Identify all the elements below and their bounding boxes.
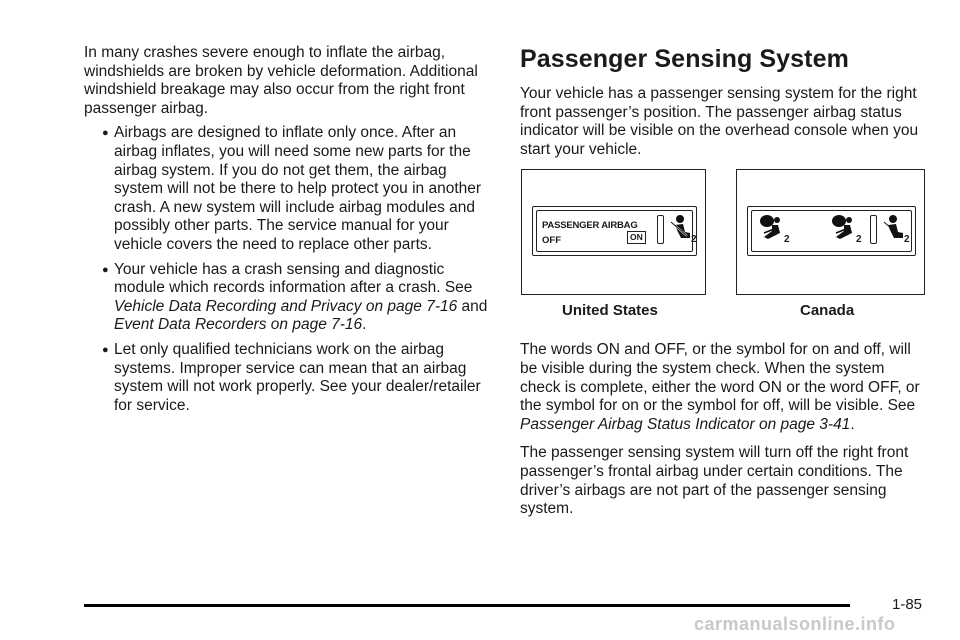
bullet-dot: ● (102, 127, 109, 140)
canada-caption: Canada (800, 302, 855, 320)
paragraph-text: The words ON and OFF, or the symbol for on and off, will be visible during the system check. When the system check is complete, either the word ON or the word OFF, or the symbol for on or the symbol for off, will be visible. See (520, 341, 920, 415)
cross-reference-link[interactable]: Event Data Recorders on page 7-16 (114, 316, 363, 334)
seat-position-number: 2 (904, 234, 910, 246)
system-check-paragraph (520, 341, 924, 434)
left-column (84, 44, 494, 425)
footer-rule (84, 604, 850, 607)
indicator-bar (870, 215, 877, 244)
bullet-first-line: Your vehicle has a crash sensing and diagnostic (114, 260, 445, 278)
bullet-item (84, 124, 494, 254)
bullet-text: systems. Improper service can mean that an airbag system will not work properly. See your dealer/retailer for service. (114, 359, 481, 414)
bullet-first-line: Let only qualified technicians work on the airbag (114, 340, 445, 358)
cross-reference-link[interactable]: Vehicle Data Recording and Privacy on page 7-16 (114, 297, 458, 315)
bullet-first-line: Airbags are designed to inflate only once. After an (114, 124, 457, 142)
canada-indicator-panel (747, 206, 916, 256)
bullet-text-and: and (457, 297, 488, 315)
on-label: ON (627, 231, 646, 244)
seat-position-number: 2 (691, 234, 697, 246)
bullet-item (84, 261, 494, 335)
seated-passenger-icon (669, 214, 691, 242)
seated-passenger-icon (882, 214, 904, 242)
seat-position-number: 2 (784, 234, 790, 246)
paragraph-end: . (850, 415, 855, 433)
intro-paragraph: Your vehicle has a passenger sensing system for the right front passenger’s position. The passenger airbag status indicator will be visible on the overhead console when you start your vehicle. (520, 85, 919, 158)
bullet-dot: ● (102, 263, 109, 276)
bullet-text: airbag inflates, you will need some new parts for the airbag system. If you do not get them, the airbag system will not be there to help protect you in another crash. A new system will include airbag modules and possibly other parts. The service manual for your vehicle covers the need to replace other parts. (114, 142, 482, 253)
sensing-paragraph: The passenger sensing system will turn off the right front passenger’s frontal airbag under certain conditions. The driver’s airbags are not part of the passenger sensing system. (520, 444, 909, 518)
section-heading: Passenger Sensing System (520, 45, 849, 73)
airbag-off-symbol-icon (830, 213, 856, 243)
seat-position-number: 2 (856, 234, 862, 246)
airbag-on-symbol-icon (758, 213, 784, 243)
bullet-text-end: . (362, 316, 367, 334)
us-indicator-figure (521, 169, 706, 295)
off-label: OFF (542, 235, 561, 247)
watermark: carmanualsonline.info (694, 614, 896, 634)
right-column (520, 44, 924, 529)
bullet-text: module which records information after a crash. See (114, 279, 473, 297)
page-number: 1-85 (892, 596, 923, 613)
canada-indicator-figure (736, 169, 925, 295)
cross-reference-link[interactable]: Passenger Airbag Status Indicator on page 3-41 (520, 415, 851, 433)
bullet-item (84, 341, 494, 415)
indicator-bar (657, 215, 664, 244)
us-indicator-panel (532, 206, 697, 256)
passenger-airbag-label: PASSENGER AIRBAG (542, 220, 638, 232)
intro-paragraph: In many crashes severe enough to inflate the airbag, windshields are broken by vehicle deformation. Additional windshield breakage may also occur from the right front passenger airbag. (84, 44, 478, 117)
indicator-figures (520, 169, 924, 329)
bullet-dot: ● (102, 343, 109, 356)
us-caption: United States (562, 302, 658, 320)
